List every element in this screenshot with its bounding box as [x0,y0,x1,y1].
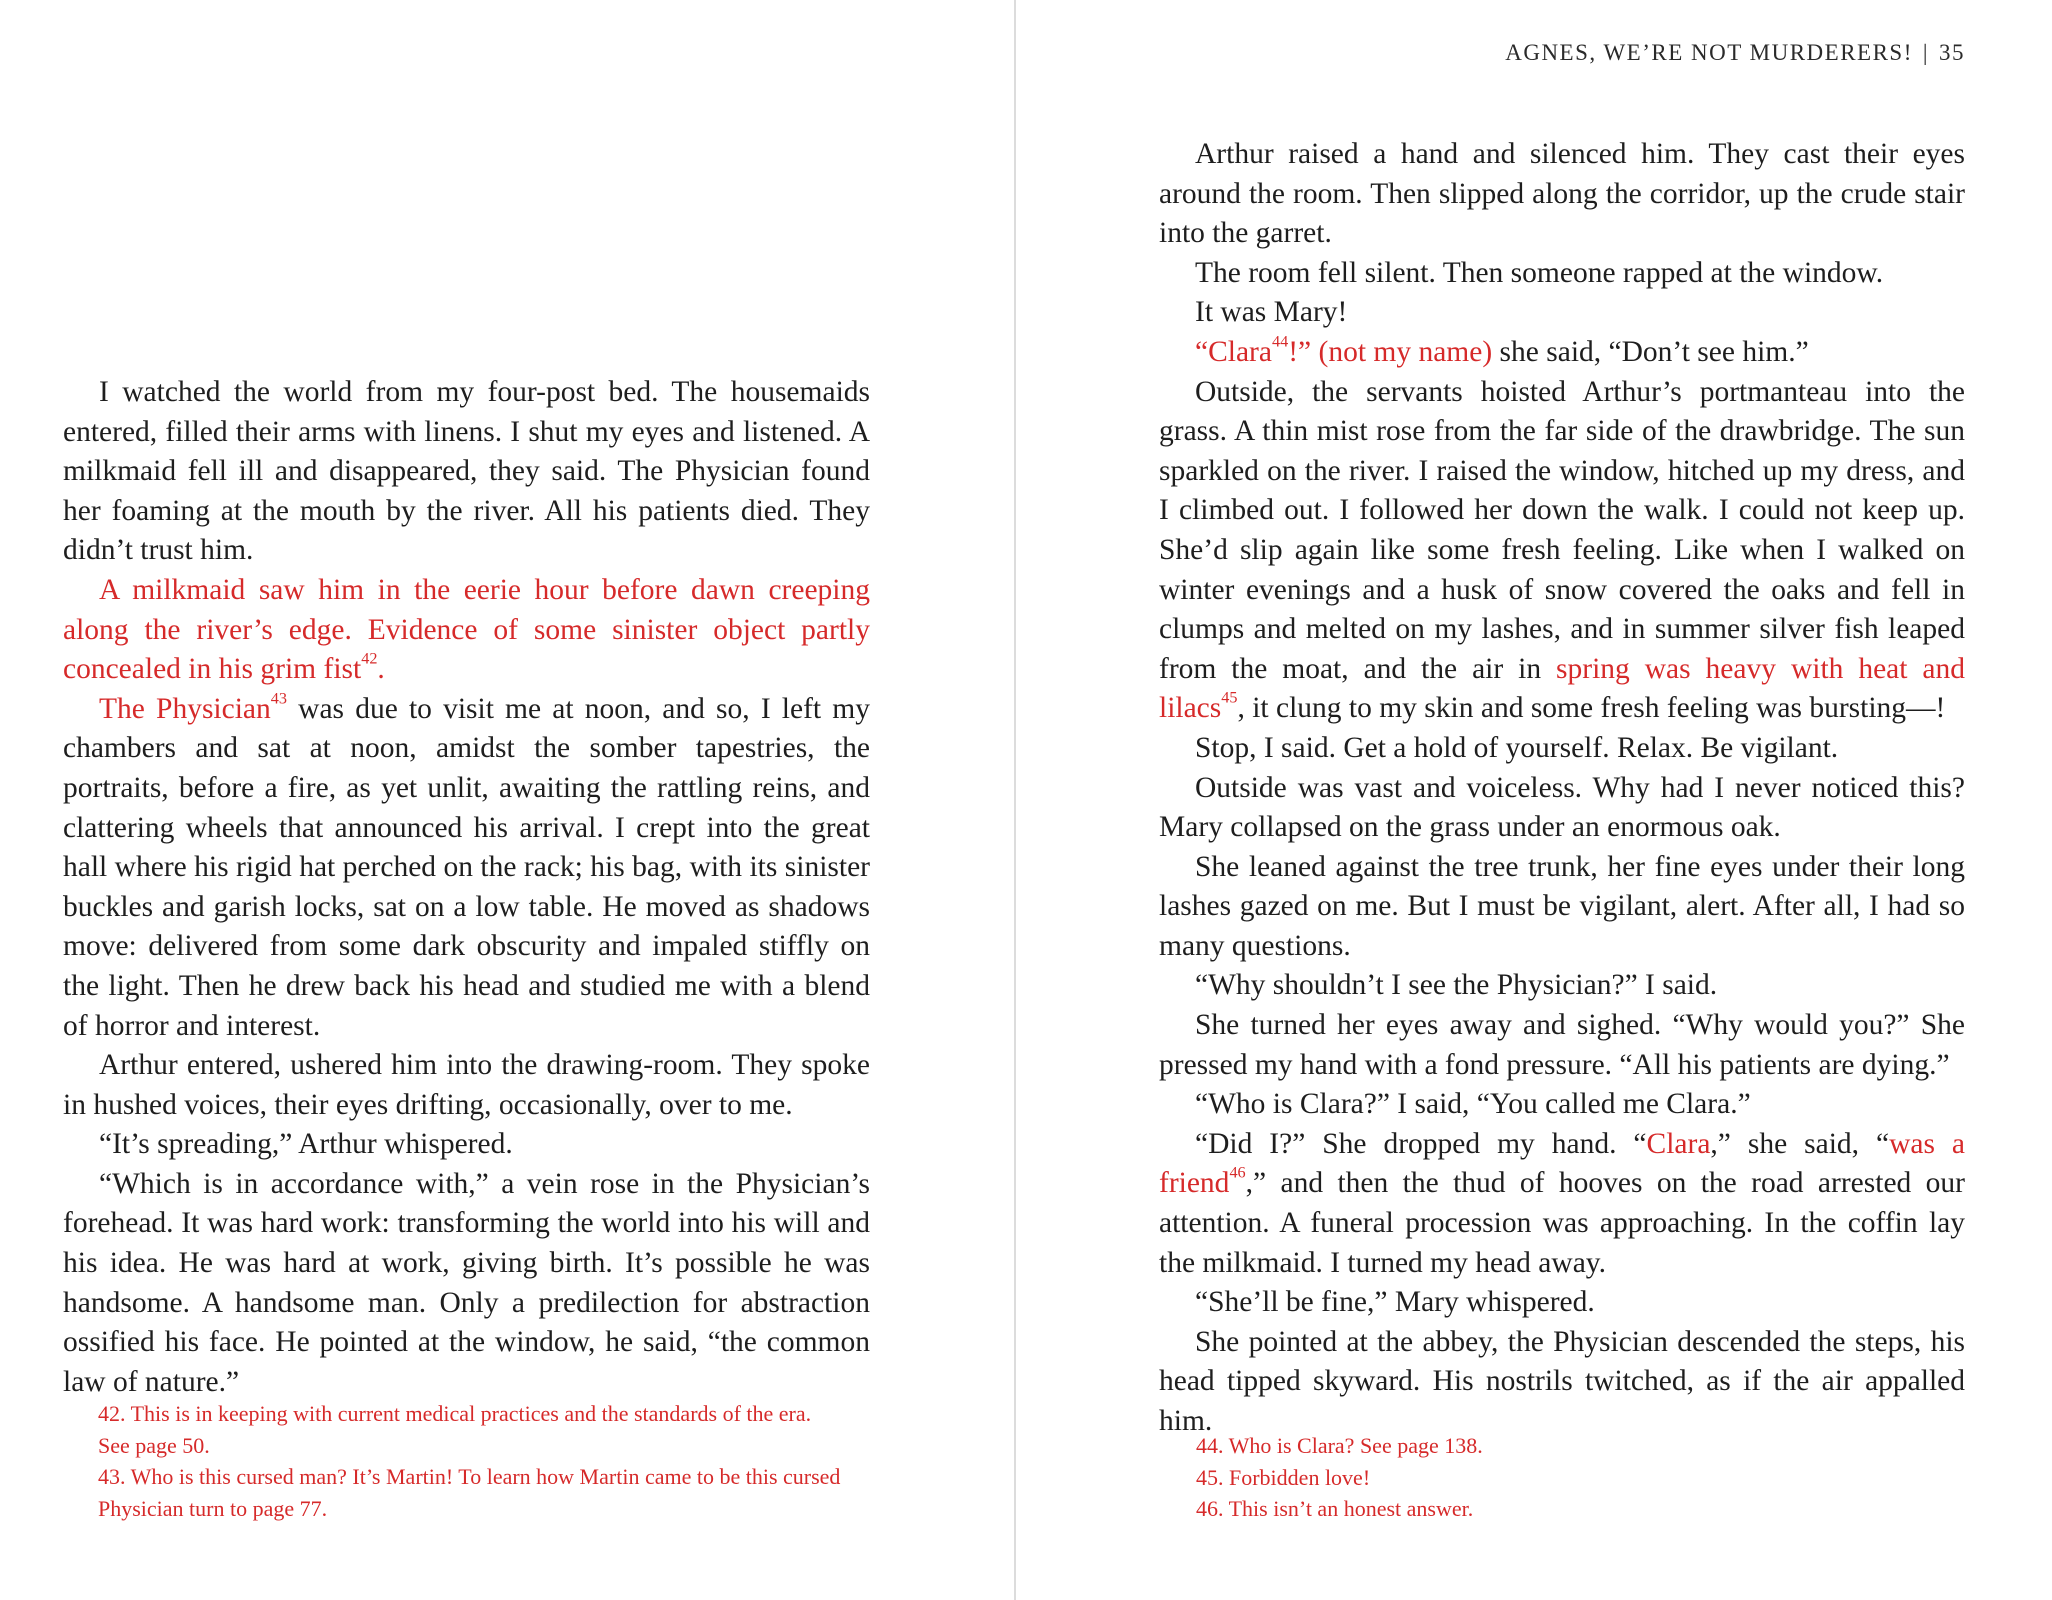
paragraph-text: She leaned against the tree trunk, her fine eyes under their long lashes gazed on me. But I must be vigilant, alert. After all, I had so many questions. [1159,850,1965,962]
paragraph [1159,333,1965,373]
paragraph [63,1046,870,1125]
paragraph [1159,966,1965,1006]
paragraph-text: she said, “Don’t see him.” [1492,335,1809,368]
paragraph [63,373,870,571]
paragraph [63,571,870,690]
paragraph [1159,373,1965,729]
paragraph-text: ,” she said, “ [1710,1127,1890,1160]
paragraph [1159,1006,1965,1085]
paragraph-text: She pointed at the abbey, the Physician descended the steps, his head tipped skyward. His nostrils twitched, as if the air appalled him. [1159,1325,1965,1437]
left-footnotes [98,1398,848,1524]
paragraph-text: “Why shouldn’t I see the Physician?” I said. [1195,969,1718,1002]
left-page [0,0,1015,1600]
paragraph-text: I watched the world from my four-post bed. The housemaids entered, filled their arms with linens. I shut my eyes and listened. A milkmaid fell ill and disappeared, they said. The Physician found her foaming at the mouth by the river. All his patients died. They didn’t trust him. [63,376,870,567]
paragraph-text: It was Mary! [1195,296,1348,329]
paragraph [1159,135,1965,254]
paragraph-text: Outside, the servants hoisted Arthur’s portmanteau into the grass. A thin mist rose from the far side of the drawbridge. The sun sparkled on the river. I raised the window, hitched up my dress, and I climbed out. I followed her down the walk. I could not keep up. She’d slip again like some fresh feeling. Like when I walked on winter evenings and a husk of snow covered the oaks and fell in clumps and melted on my lashes, and in summer silver fish leaped from the moat, and the air in [1159,375,1965,685]
right-page [1017,0,2052,1600]
paragraph [1159,1283,1965,1323]
footnote-45: 45. Forbidden love! [1196,1464,1371,1490]
footnote-44: 44. Who is Clara? See page 138. [1196,1433,1483,1458]
chapter-title: AGNES, WE’RE NOT MURDERERS! [1505,40,1913,65]
paragraph-text: “Who is Clara?” I said, “You called me Clara.” [1195,1088,1751,1121]
footnote-ref-42[interactable]: 42 [361,649,378,668]
paragraph [1159,848,1965,967]
footnote-43: 43. Who is this cursed man? It’s Martin! To learn how Martin came to be this cursed Physician turn to page 77. [98,1464,841,1521]
footnote-ref-46[interactable]: 46 [1229,1163,1246,1182]
paragraph-text: “Which is in accordance with,” a vein rose in the Physician’s forehead. It was hard work: transforming the world into his will and his idea. He was hard at work, giving birth. It’s possible he was handsome. A handsome man. Only a predilection for abstraction ossified his face. He pointed at the window, he said, “the common law of nature.” [63,1167,870,1398]
highlighted-text: !” (not my name) [1288,335,1493,368]
paragraph [1159,729,1965,769]
paragraph [1159,1125,1965,1283]
paragraph-text: “Did I?” She dropped my hand. “ [1195,1127,1647,1160]
paragraph-text: Stop, I said. Get a hold of yourself. Relax. Be vigilant. [1195,731,1839,764]
paragraph [1159,769,1965,848]
footnote-ref-44[interactable]: 44 [1271,332,1289,351]
paragraph [63,1125,870,1165]
page-number: 35 [1939,40,1965,65]
paragraph-text: “It’s spreading,” Arthur whispered. [99,1128,513,1161]
paragraph [63,690,870,1046]
paragraph-text: was due to visit me at noon, and so, I left my chambers and sat at noon, amidst the somber tapestries, the portraits, before a fire, as yet unlit, awaiting the rattling reins, and clattering wheels that announced his arrival. I crept into the great hall where his rigid hat perched on the rack; his bag, with its sinister buckles and garish locks, sat on a low table. He moved as shadows move: delivered from some dark obscurity and impaled stiffly on the light. Then he drew back his head and studied me with a blend of horror and interest. [63,692,870,1042]
paragraph-text: ,” and then the thud of hooves on the road arrested our attention. A funeral procession was approaching. In the coffin lay the milkmaid. I turned my head away. [1159,1167,1965,1279]
paragraph-text: Arthur entered, ushered him into the drawing-room. They spoke in hushed voices, their eyes drifting, occasionally, over to me. [63,1049,870,1121]
paragraph [63,1165,870,1403]
left-page-body [63,373,870,1402]
footnote-46: 46. This isn’t an honest answer. [1196,1496,1474,1521]
running-head [1505,40,1965,66]
highlighted-text: Clara [1646,1127,1711,1160]
paragraph [1159,1085,1965,1125]
paragraph [1159,1323,1965,1442]
paragraph [1159,293,1965,333]
highlighted-text: A milkmaid saw him in the eerie hour before dawn creeping along the river’s edge. Evidence of some sinister object partly concealed in his grim fist [63,573,870,686]
paragraph-text: She turned her eyes away and sighed. “Why would you?” She pressed my hand with a fond pressure. “All his patients are dying.” [1159,1009,1965,1081]
right-footnotes [1196,1430,1896,1525]
highlighted-text: The Physician [99,692,271,725]
paragraph-text: “She’ll be fine,” Mary whispered. [1195,1286,1595,1319]
highlighted-text: . [377,653,385,686]
paragraph-text: Arthur raised a hand and silenced him. They cast their eyes around the room. Then slipped along the corridor, up the crude stair into the garret. [1159,138,1965,250]
footnote-ref-43[interactable]: 43 [270,689,287,708]
paragraph-text: Outside was vast and voiceless. Why had I never noticed this? Mary collapsed on the grass under an enormous oak. [1159,771,1965,844]
highlighted-text: spring was heavy with heat and lilacs [1159,652,1965,725]
paragraph-text: The room fell silent. Then someone rapped at the window. [1195,256,1884,289]
footnote-42: 42. This is in keeping with current medical practices and the standards of the era. See page 50. [98,1401,812,1458]
right-page-body [1159,135,1965,1442]
highlighted-text: was a friend [1159,1127,1966,1200]
paragraph [1159,254,1965,294]
highlighted-text: “Clara [1195,335,1272,368]
paragraph-text: , it clung to my skin and some fresh feeling was bursting—! [1237,692,1946,725]
running-head-separator: | [1922,40,1929,65]
footnote-ref-45[interactable]: 45 [1221,688,1238,707]
